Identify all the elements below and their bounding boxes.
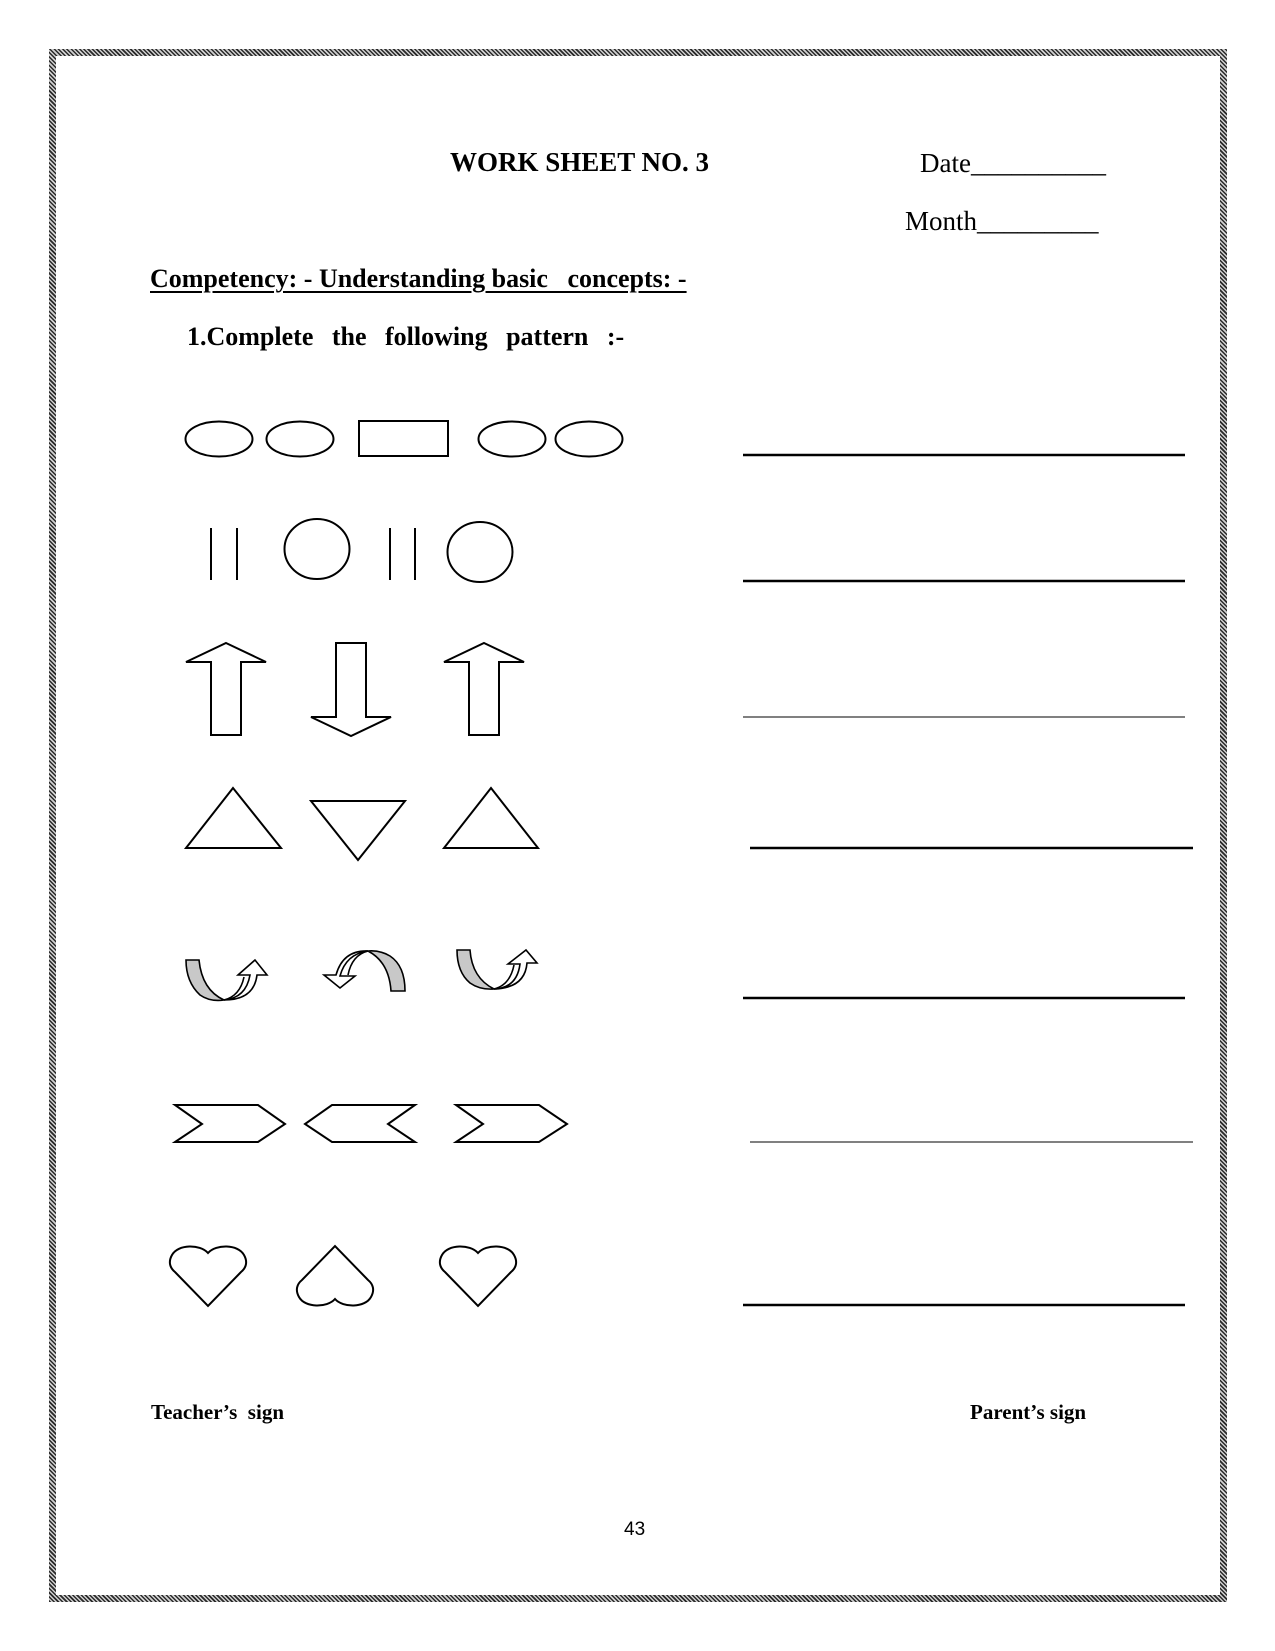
page-number: 43 bbox=[624, 1519, 646, 1540]
teacher-sign-label: Teacher’s sign bbox=[151, 1400, 284, 1424]
question-instruction: 1.Complete the following pattern :- bbox=[187, 322, 625, 351]
worksheet-title: WORK SHEET NO. 3 bbox=[450, 147, 710, 177]
competency-heading: Competency: - Understanding basic concepts: - bbox=[150, 264, 687, 293]
month-field[interactable]: Month_________ bbox=[905, 206, 1099, 236]
date-field[interactable]: Date__________ bbox=[920, 148, 1106, 178]
parent-sign-label: Parent’s sign bbox=[970, 1400, 1087, 1424]
